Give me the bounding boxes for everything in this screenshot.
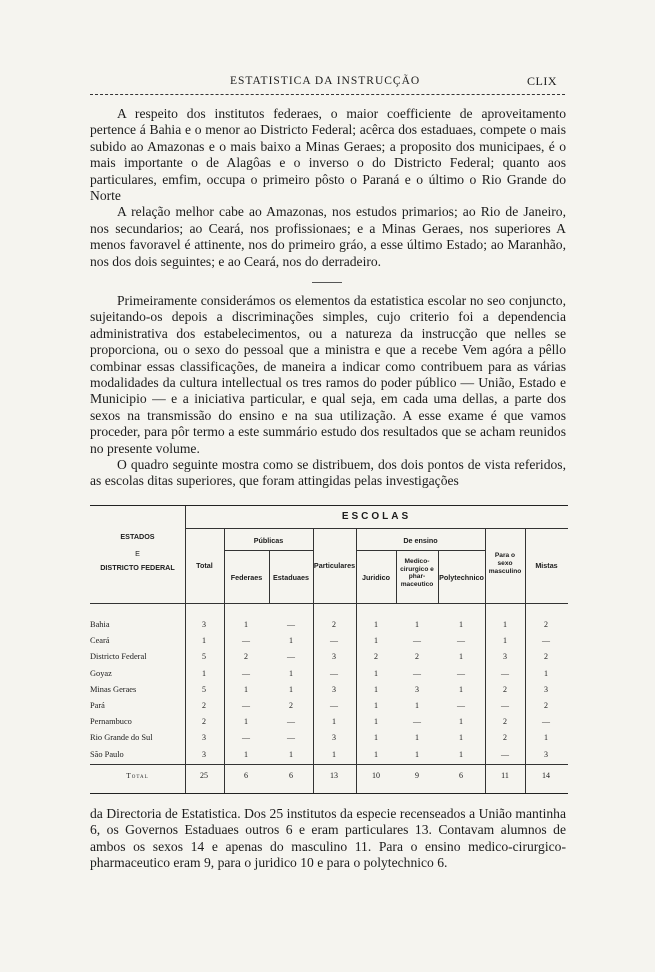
row-label: Ceará [90, 636, 110, 646]
paragraph: Primeiramente considerámos os elementos da estatistica escolar no seo conjuncto, sujeitando-os depois a discriminações simples, cujo criterio foi a dependencia administrativa dos estabelecimentos, ou a natureza da instrucção que nelles se proporciona, ou o sexo do pessoal que a ministra e que a recebe Vem agóra a pêllo combinar essas classificações, de maneira a indicar como contribuem para as várias modalidades da cultura intellectual os tres ramos do poder público — União, Estado e Municipio — e a iniciativa particular, e qual seja, em cada uma dellas, a parte dos sexos na transmissão do ensino e na sua utilização. A esse exame é que vamos proceder, para pôr termo a este summário estudo dos resultados que se acham reunidos no presente volume. [90, 293, 566, 456]
row-label: Pernambuco [90, 717, 132, 727]
table-cell: 1 [374, 717, 378, 727]
col-juridico: Juridico [362, 573, 390, 582]
stub-header-e: E [135, 549, 140, 558]
text-block-top [90, 106, 566, 270]
total-cell: 6 [459, 771, 463, 780]
total-cell: 6 [289, 771, 293, 780]
stub-header-districto: DISTRICTO FEDERAL [100, 563, 175, 572]
table-cell: 2 [202, 701, 206, 710]
table-cell: — [501, 701, 509, 710]
col-federaes: Federaes [230, 573, 263, 582]
table-cell: 1 [415, 701, 419, 710]
schools-table [90, 505, 568, 794]
col-de-ensino: De ensino [403, 536, 438, 545]
table-cell: 1 [374, 636, 378, 646]
running-header [90, 72, 565, 94]
table-cell: — [242, 701, 250, 710]
row-label: Goyaz [90, 668, 112, 678]
table-cell: 1 [374, 749, 378, 759]
table-cell: 1 [332, 717, 336, 727]
table-cell: 2 [544, 701, 548, 710]
table-cell: 1 [415, 733, 419, 743]
table-cell: — [242, 668, 250, 678]
page-number: CLIX [527, 74, 557, 88]
table-cell: 1 [544, 668, 548, 678]
col-para-masculino: Para o sexo masculino [488, 552, 522, 575]
table-cell: — [457, 636, 465, 646]
table-cell: 1 [544, 733, 548, 743]
table-cell: — [413, 668, 421, 678]
total-cell: 13 [330, 771, 338, 780]
table-cell: 1 [202, 636, 206, 646]
table-cell: 3 [202, 733, 206, 743]
table-cell: 1 [332, 749, 336, 759]
table-cell: 2 [503, 717, 507, 727]
table-cell: 1 [374, 620, 378, 629]
table-cell: — [330, 701, 338, 710]
row-label: Districto Federal [90, 652, 147, 662]
table-cell: 1 [459, 749, 463, 759]
table-cell: 1 [289, 684, 293, 694]
col-estaduaes: Estaduaes [273, 573, 309, 582]
table-cell: 1 [503, 620, 507, 629]
table-cell: 3 [332, 684, 336, 694]
table-cell: — [501, 749, 509, 759]
total-cell: 25 [200, 771, 208, 780]
table-cell: 3 [544, 684, 548, 694]
table-cell: 2 [544, 620, 548, 629]
table-cell: 1 [244, 620, 248, 629]
table-cell: 1 [374, 733, 378, 743]
table-cell: 2 [374, 652, 378, 662]
table-cell: 1 [415, 620, 419, 629]
table-cell: — [542, 717, 550, 727]
row-label: Minas Geraes [90, 684, 137, 694]
table-cell: 2 [544, 652, 548, 662]
table-cell: 3 [415, 684, 419, 694]
row-label: São Paulo [90, 749, 124, 759]
text-block-bottom [90, 806, 566, 872]
table-cell: 1 [244, 717, 248, 727]
table-cell: 1 [459, 733, 463, 743]
table-cell: 2 [332, 620, 336, 629]
table-cell: — [287, 652, 295, 662]
table-cell: — [330, 668, 338, 678]
table-cell: 2 [415, 652, 419, 662]
table-cell: 3 [332, 652, 336, 662]
table-cell: — [413, 636, 421, 646]
total-cell: 10 [372, 771, 380, 780]
table-cell: 1 [289, 749, 293, 759]
table-cell: 3 [503, 652, 507, 662]
table-cell: 2 [289, 701, 293, 710]
table-cell: — [542, 636, 550, 646]
table-cell: 3 [202, 749, 206, 759]
table-cell: 1 [202, 668, 206, 678]
total-cell: 11 [501, 771, 509, 780]
table-cell: 2 [202, 717, 206, 727]
table-cell: 5 [202, 652, 206, 662]
col-polytechnico: Polytechnico [439, 573, 484, 582]
table-cell: — [287, 620, 295, 629]
col-medico: Medico-cirurgico e phar-maceutico [400, 558, 434, 588]
paragraph: O quadro seguinte mostra como se distribuem, dos dois pontos de vista referidos, as escolas ditas superiores, que foram attingidas pelas investigações [90, 457, 566, 489]
table-cell: 1 [459, 717, 463, 727]
row-label: Bahia [90, 620, 110, 629]
table-cell: 2 [503, 684, 507, 694]
table-cell: — [287, 717, 295, 727]
row-label: Rio Grande do Sul [90, 733, 153, 743]
header-wavy-rule [90, 91, 565, 95]
total-row-label: Total [126, 771, 149, 780]
table-cell: — [242, 636, 250, 646]
row-label: Pará [90, 701, 105, 710]
table-cell: — [330, 636, 338, 646]
table-cell: — [457, 668, 465, 678]
table-cell: 5 [202, 684, 206, 694]
table-cell: — [242, 733, 250, 743]
col-particulares: Particulares [313, 561, 356, 570]
table-cell: 1 [415, 749, 419, 759]
table-cell: — [457, 701, 465, 710]
table-cell: 1 [374, 684, 378, 694]
table-cell: 1 [244, 684, 248, 694]
total-cell: 9 [415, 771, 419, 780]
paragraph: da Directoria de Estatistica. Dos 25 institutos da especie recenseados a União mantinha 6, os Governos Estaduaes outros 6 e eram particulares 13. Contavam alumnos de ambos os sexos 14 e apenas do masculino 11. Para o ensino medico-cirurgico-pharmaceutico eram 9, para o juridico 10 e para o polytechnico 6. [90, 806, 566, 871]
paragraph: A respeito dos institutos federaes, o maior coefficiente de aproveitamento pertence á Bahia e o menor ao Districto Federal; acêrca dos estaduaes, compete o mais subido ao Amazonas e o mais baixo a Minas Geraes; a proposito dos municipaes, é o mais importante o de Alagôas e o inverso o do Districto Federal; quanto aos particulares, emfim, occupa o primeiro pôsto o Paraná e o último o Rio Grande do Norte [90, 106, 566, 204]
paragraph: A relação melhor cabe ao Amazonas, nos estudos primarios; ao Rio de Janeiro, nos secundarios; ao Ceará, nos profissionaes; e a Minas Geraes, nos superiores A menos favoravel é attinente, nos do primeiro gráo, a esse último Estado; ao Maranhão, nos dos dois seguintes; e ao Ceará, nos do derradeiro. [90, 204, 566, 269]
table-cell: 3 [202, 620, 206, 629]
stub-header-estados: ESTADOS [120, 532, 155, 541]
text-block-middle [90, 293, 566, 490]
table-cell: 1 [459, 652, 463, 662]
table-cell: 2 [503, 733, 507, 743]
escolas-group-header: ESCOLAS [341, 511, 412, 522]
table-cell: 3 [332, 733, 336, 743]
col-publicas: Públicas [253, 536, 284, 545]
table-cell: 1 [459, 620, 463, 629]
table-cell: 1 [374, 668, 378, 678]
col-total: Total [196, 561, 213, 570]
header-title: ESTATISTICA DA INSTRUCÇÃO [230, 75, 421, 87]
total-cell: 14 [542, 771, 550, 780]
table-cell: — [501, 668, 509, 678]
table-cell: 1 [374, 701, 378, 710]
table-cell: 1 [244, 749, 248, 759]
table-cell: 1 [289, 636, 293, 646]
col-mistas: Mistas [535, 561, 558, 570]
table-cell: 3 [544, 749, 548, 759]
table-cell: 1 [459, 684, 463, 694]
section-separator [312, 282, 342, 283]
table-cell: 2 [244, 652, 248, 662]
table-cell: — [413, 717, 421, 727]
table-cell: 1 [503, 636, 507, 646]
table-cell: — [287, 733, 295, 743]
table-cell: 1 [289, 668, 293, 678]
total-cell: 6 [244, 771, 248, 780]
